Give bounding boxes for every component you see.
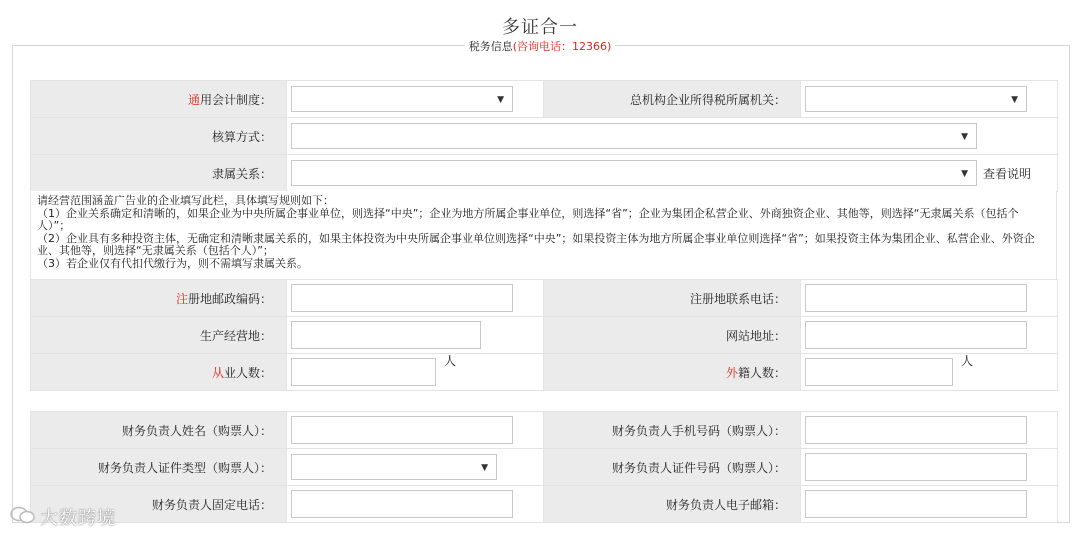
employees-unit: 人: [444, 354, 457, 368]
cfo-id-number-input[interactable]: [805, 453, 1027, 481]
chevron-down-icon: ▼: [961, 169, 968, 179]
business-address-label: 生产经营地：: [31, 317, 287, 354]
watermark-text: 大数跨境: [40, 508, 116, 529]
accounting-system-select[interactable]: [291, 86, 513, 112]
cfo-mobile-input[interactable]: [805, 416, 1027, 444]
website-label: 网站地址：: [544, 317, 801, 354]
note-line: （3）若企业仅有代扣代缴行为，则不需填写隶属关系。: [37, 256, 308, 270]
page-title: 多证合一: [502, 17, 578, 38]
cfo-name-input[interactable]: [291, 416, 513, 444]
cfo-email-input[interactable]: [805, 490, 1027, 518]
table-row: [31, 449, 1058, 486]
employees-label: 从业人数：: [31, 354, 287, 391]
table-row: [31, 412, 1058, 449]
hotline-text: (咨询电话：12366): [512, 40, 612, 53]
table-row: [31, 317, 1058, 354]
chevron-down-icon: ▼: [1011, 95, 1018, 105]
note-line: （2）企业具有多种投资主体，无确定和清晰隶属关系的，如果主体投资为中央所属企事业单位则选择“中央”；如果投资主体为地方所属企事业单位则选择“省”；如果投资主体为集团企业、私营企业、外资企业、其他等，则选择“无隶属关系（包括个人）”；: [37, 231, 1035, 257]
employees-input[interactable]: [291, 358, 436, 386]
chevron-down-icon: ▼: [497, 95, 504, 105]
contact-info-table: [30, 279, 1058, 391]
table-row: [31, 280, 1058, 317]
foreign-employees-unit: 人: [961, 354, 974, 368]
cfo-mobile-label: 财务负责人手机号码（购票人）：: [544, 412, 801, 449]
foreign-employees-input[interactable]: [805, 358, 953, 386]
postal-code-input[interactable]: [291, 284, 513, 312]
foreign-employees-label: 外籍人数：: [544, 354, 801, 391]
reg-phone-label: 注册地联系电话：: [544, 280, 801, 317]
cfo-id-number-label: 财务负责人证件号码（购票人）：: [544, 449, 801, 486]
cfo-email-label: 财务负责人电子邮箱：: [544, 486, 801, 523]
affiliation-select[interactable]: [291, 160, 977, 186]
postal-code-label: 注册地邮政编码：: [31, 280, 287, 317]
head-office-tax-authority-select[interactable]: [805, 86, 1027, 112]
business-address-input[interactable]: [291, 321, 481, 349]
affiliation-label: 隶属关系：: [31, 155, 287, 192]
table-row: [31, 118, 1058, 155]
reg-phone-input[interactable]: [805, 284, 1027, 312]
wechat-logo-icon: [10, 506, 40, 528]
table-row: [31, 155, 1058, 192]
table-row: [31, 81, 1058, 118]
affiliation-notes: [30, 191, 1057, 280]
section-label: 税务信息: [468, 40, 513, 53]
chevron-down-icon: ▼: [961, 132, 968, 142]
affiliation-help-link[interactable]: 查看说明: [983, 166, 1032, 181]
cfo-phone-input[interactable]: [291, 490, 513, 518]
cfo-name-label: 财务负责人姓名（购票人）：: [31, 412, 287, 449]
watermark: [10, 504, 116, 530]
cfo-id-type-label: 财务负责人证件类型（购票人）：: [31, 449, 287, 486]
accounting-method-select[interactable]: [291, 123, 977, 149]
cfo-id-type-select[interactable]: [291, 454, 497, 480]
accounting-system-label: 通用会计制度：: [31, 81, 287, 118]
cfo-phone-label: 财务负责人固定电话：: [31, 486, 287, 523]
chevron-down-icon: ▼: [481, 463, 488, 473]
table-row: [31, 354, 1058, 391]
website-input[interactable]: [805, 321, 1027, 349]
accounting-method-label: 核算方式：: [31, 118, 287, 155]
tax-info-table: [30, 80, 1058, 192]
finance-info-table: [30, 411, 1058, 523]
table-row: [31, 486, 1058, 523]
note-line: 请经营范围涵盖广告业的企业填写此栏，具体填写规则如下：: [37, 194, 334, 207]
section-legend: [0, 38, 1080, 54]
head-office-tax-authority-label: 总机构企业所得税所属机关：: [544, 81, 801, 118]
note-line: （1）企业关系确定和清晰的，如果企业为中央所属企事业单位，则选择“中央”；企业为地方所属企事业单位，则选择“省”；企业为集团企私营企业、外商独资企业、其他等，则选择“无隶属关系（包括个人）”；: [37, 206, 1019, 232]
